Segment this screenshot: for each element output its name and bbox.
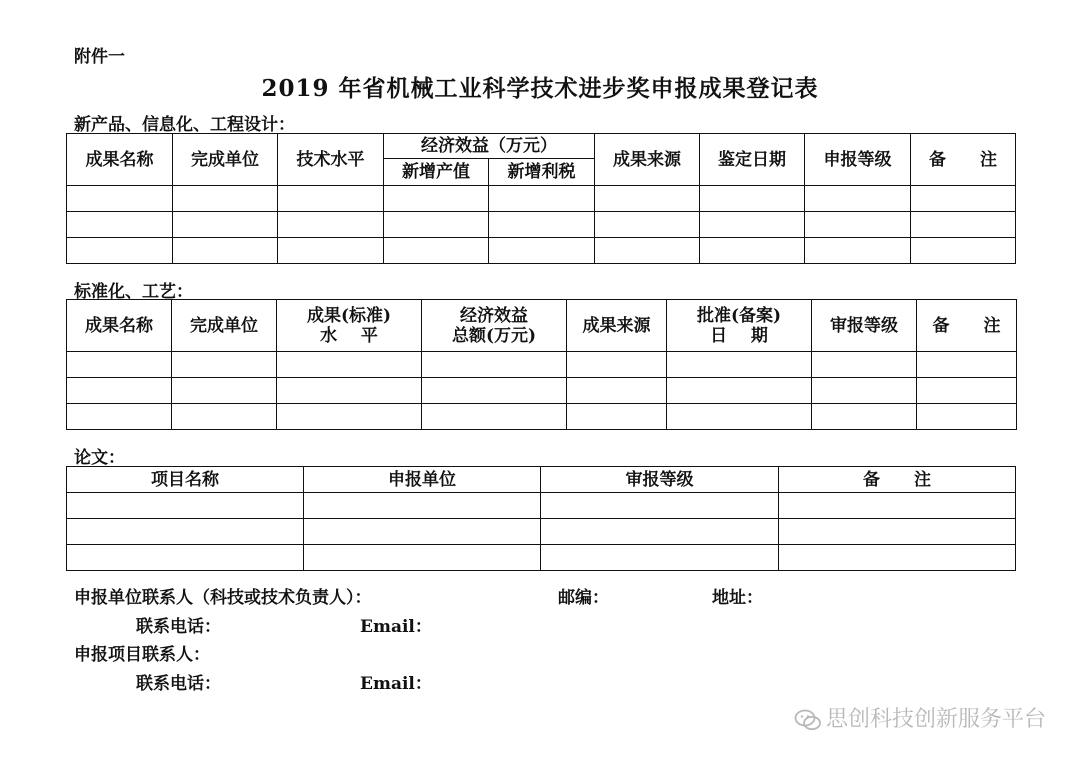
header-source: 成果来源: [567, 300, 667, 352]
email-label-2: Email：: [360, 674, 432, 694]
cell[interactable]: [700, 186, 805, 212]
table-row: [67, 238, 1016, 264]
cell[interactable]: [667, 352, 812, 378]
cell[interactable]: [489, 238, 595, 264]
cell[interactable]: [304, 519, 541, 545]
header-approval-date-line1: 批准(备案): [696, 305, 782, 326]
cell[interactable]: [541, 545, 779, 571]
cell[interactable]: [779, 493, 1016, 519]
cell[interactable]: [541, 493, 779, 519]
header-new-output: 新增产值: [384, 159, 489, 186]
cell[interactable]: [67, 378, 172, 404]
table-row: [67, 404, 1017, 430]
cell[interactable]: [172, 404, 277, 430]
header-standard-level-line2: 水 平: [320, 325, 378, 346]
cell[interactable]: [67, 212, 173, 238]
cell[interactable]: [277, 352, 422, 378]
watermark-text: 思创科技创新服务平台: [825, 707, 1046, 732]
cell[interactable]: [595, 238, 700, 264]
header-benefit-total-line1: 经济效益: [460, 305, 528, 326]
cell[interactable]: [567, 378, 667, 404]
cell[interactable]: [812, 352, 917, 378]
watermark: [794, 702, 1046, 733]
section2-label: 标准化、工艺：: [74, 282, 193, 302]
cell[interactable]: [805, 186, 911, 212]
header-benefit-total: [422, 300, 567, 352]
wechat-icon: [794, 709, 822, 731]
header-approval-date-line2: 日 期: [710, 325, 768, 346]
cell[interactable]: [667, 404, 812, 430]
header-tech-level: 技术水平: [278, 134, 384, 186]
cell[interactable]: [384, 186, 489, 212]
phone-label: 联系电话：: [136, 617, 221, 637]
cell[interactable]: [595, 212, 700, 238]
cell[interactable]: [805, 212, 911, 238]
table-row: [67, 352, 1017, 378]
phone-label-2: 联系电话：: [136, 674, 221, 694]
header-completing-unit: 完成单位: [172, 300, 277, 352]
cell[interactable]: [67, 352, 172, 378]
cell[interactable]: [278, 186, 384, 212]
cell[interactable]: [667, 378, 812, 404]
cell[interactable]: [911, 212, 1016, 238]
header-project-name: 项目名称: [67, 467, 304, 493]
header-achievement-name: 成果名称: [67, 300, 172, 352]
cell[interactable]: [304, 545, 541, 571]
header-benefit-total-line2: 总额(万元): [451, 325, 537, 346]
cell[interactable]: [911, 186, 1016, 212]
page-title: 2019 年省机械工业科学技术进步奖申报成果登记表: [261, 75, 819, 102]
cell[interactable]: [172, 352, 277, 378]
header-achievement-name: 成果名称: [67, 134, 173, 186]
cell[interactable]: [173, 186, 278, 212]
header-notes: 备 注: [779, 467, 1016, 493]
cell[interactable]: [384, 212, 489, 238]
cell[interactable]: [812, 404, 917, 430]
table-row: [67, 545, 1016, 571]
cell[interactable]: [779, 519, 1016, 545]
table-row: [67, 378, 1017, 404]
cell[interactable]: [384, 238, 489, 264]
cell[interactable]: [278, 212, 384, 238]
cell[interactable]: [595, 186, 700, 212]
cell[interactable]: [304, 493, 541, 519]
header-grade: 申报等级: [805, 134, 911, 186]
cell[interactable]: [917, 352, 1017, 378]
cell[interactable]: [422, 352, 567, 378]
cell[interactable]: [67, 545, 304, 571]
header-standard-level: [277, 300, 422, 352]
header-appraisal-date: 鉴定日期: [700, 134, 805, 186]
cell[interactable]: [173, 212, 278, 238]
project-contact-label: 申报项目联系人：: [74, 645, 210, 665]
cell[interactable]: [779, 545, 1016, 571]
cell[interactable]: [805, 238, 911, 264]
cell[interactable]: [917, 404, 1017, 430]
cell[interactable]: [67, 493, 304, 519]
cell[interactable]: [541, 519, 779, 545]
cell[interactable]: [700, 212, 805, 238]
cell[interactable]: [911, 238, 1016, 264]
section3-label: 论文：: [74, 448, 125, 468]
cell[interactable]: [812, 378, 917, 404]
cell[interactable]: [567, 352, 667, 378]
header-approval-date: [667, 300, 812, 352]
cell[interactable]: [277, 378, 422, 404]
address-label: 地址：: [712, 588, 763, 608]
header-notes: 备 注: [911, 134, 1016, 186]
cell[interactable]: [489, 212, 595, 238]
cell[interactable]: [67, 404, 172, 430]
email-label: Email：: [360, 617, 432, 637]
cell[interactable]: [489, 186, 595, 212]
table-papers: [66, 466, 1016, 571]
table-row: [67, 186, 1016, 212]
header-standard-level-line1: 成果(标准): [306, 305, 392, 326]
header-completing-unit: 完成单位: [173, 134, 278, 186]
table-row: [67, 493, 1016, 519]
cell[interactable]: [172, 378, 277, 404]
header-grade: 审报等级: [541, 467, 779, 493]
cell[interactable]: [422, 378, 567, 404]
header-source: 成果来源: [595, 134, 700, 186]
cell[interactable]: [67, 186, 173, 212]
cell[interactable]: [567, 404, 667, 430]
postcode-label: 邮编：: [558, 588, 609, 608]
header-grade: 审报等级: [812, 300, 917, 352]
header-notes: 备 注: [917, 300, 1017, 352]
cell[interactable]: [422, 404, 567, 430]
cell[interactable]: [700, 238, 805, 264]
cell[interactable]: [278, 238, 384, 264]
header-applying-unit: 申报单位: [304, 467, 541, 493]
header-economic-benefit: 经济效益（万元）: [384, 134, 595, 159]
cell[interactable]: [277, 404, 422, 430]
cell[interactable]: [67, 519, 304, 545]
attachment-label: 附件一: [74, 47, 125, 67]
table-row: [67, 519, 1016, 545]
section1-label: 新产品、信息化、工程设计：: [74, 115, 295, 135]
header-new-profit-tax: 新增利税: [489, 159, 595, 186]
table-row: [67, 212, 1016, 238]
table-standardization: [66, 299, 1017, 430]
contact-label: 申报单位联系人（科技或技术负责人）：: [74, 588, 372, 608]
cell[interactable]: [67, 238, 173, 264]
cell[interactable]: [173, 238, 278, 264]
cell[interactable]: [917, 378, 1017, 404]
table-new-products: [66, 133, 1016, 264]
